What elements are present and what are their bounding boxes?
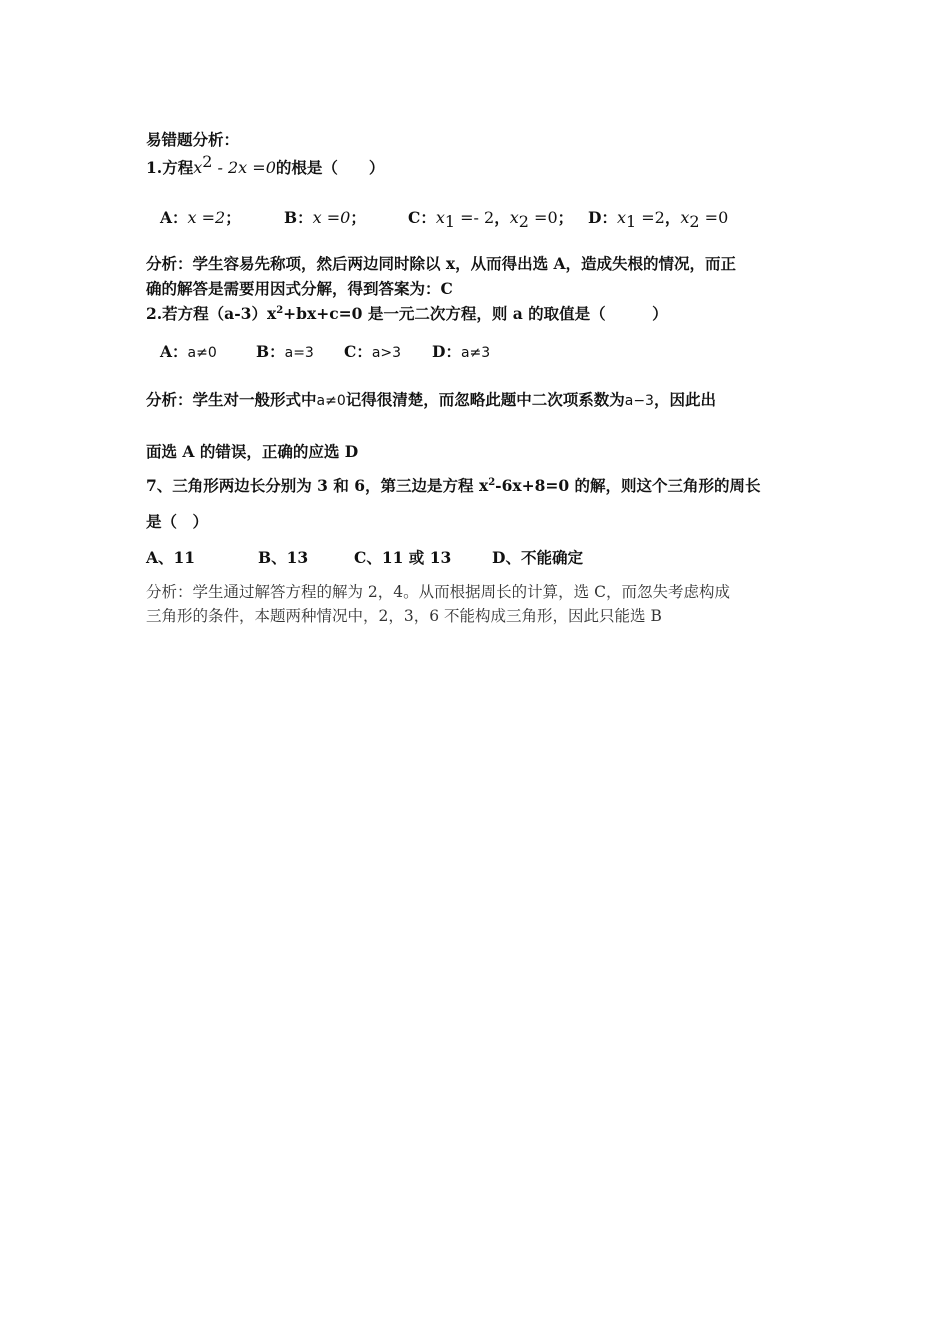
question-1-prefix: 方程 [162, 158, 194, 177]
question-2-option-d: D：a≠3 [432, 342, 491, 361]
question-7-analysis-line-2: 三角形的条件，本题两种情况中，2，3，6 不能构成三角形，因此只能选 B [146, 607, 662, 625]
question-7-suffix: -6x+8=0 的解，则这个三角形的周长 [495, 476, 761, 495]
question-7-option-c: C、11 或 13 [354, 548, 452, 567]
question-1-suffix: 的根是（ ） [275, 158, 385, 177]
question-7-options [146, 546, 646, 574]
question-2-option-a: A：a≠0 [160, 342, 217, 361]
question-2-option-c: C：a>3 [344, 342, 402, 361]
question-2-analysis-line-2: 面选 A 的错误，正确的应选 D [146, 442, 359, 461]
question-7-option-a: A、11 [146, 548, 196, 567]
question-7-prefix: 7、三角形两边长分别为 3 和 6，第三边是方程 x [146, 476, 489, 495]
question-7-analysis-line-1: 分析：学生通过解答方程的解为 2，4。从而根据周长的计算，选 C，而忽失考虑构成 [146, 583, 730, 601]
question-1-equation-var: x [193, 158, 203, 177]
question-1-equation-exp: 2 [202, 151, 213, 171]
question-2 [146, 302, 816, 326]
question-7-line-2: 是（ ） [146, 512, 209, 531]
question-2-prefix: 2.若方程（a-3）x [146, 304, 277, 323]
question-2-option-b: B：a=3 [256, 342, 314, 361]
question-1-options [160, 206, 760, 234]
question-2-exponent: 2 [276, 304, 284, 316]
question-1-analysis-line-1: 分析：学生容易先称项，然后两边同时除以 x，从而得出选 A，造成失根的情况，而正 [146, 254, 737, 273]
section-heading: 易错题分析： [146, 130, 240, 149]
question-1-equation-rest: - 2x =0 [212, 158, 276, 177]
question-1-number: 1. [146, 158, 163, 177]
question-7 [146, 474, 816, 498]
question-1-analysis-line-2: 确的解答是需要用因式分解，得到答案为：C [146, 279, 453, 298]
question-1-option-d: D：$x_1 =2$，$x_2 =0$ [588, 208, 729, 232]
question-7-option-b: B、13 [258, 548, 309, 567]
question-1-option-b: B：x =0； [284, 208, 366, 227]
question-2-options [160, 340, 560, 368]
question-7-option-d: D、不能确定 [492, 548, 583, 567]
question-7-exponent: 2 [488, 476, 496, 488]
question-1-option-c: C：$x_1 =- 2$，$x_2 =0$； [408, 208, 574, 232]
question-2-suffix: +bx+c=0 是一元二次方程，则 a 的取值是（ ） [283, 304, 668, 323]
question-1 [146, 151, 816, 180]
question-1-option-a: A：x =2； [160, 208, 241, 227]
question-2-analysis-line-1: 分析：学生对一般形式中a≠0记得很清楚，而忽略此题中二次项系数为a−3，因此出 [146, 390, 716, 409]
